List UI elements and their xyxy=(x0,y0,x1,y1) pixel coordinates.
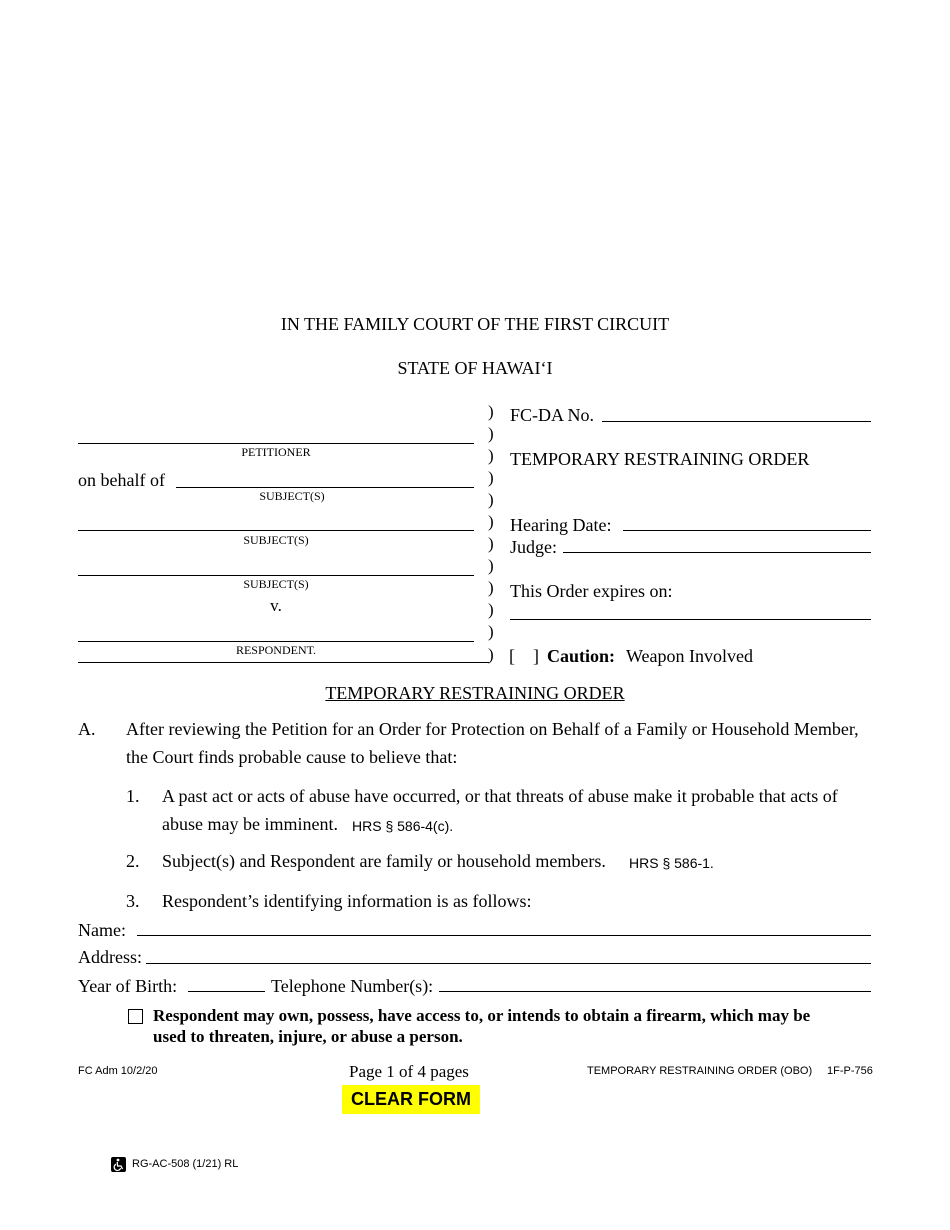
caption-doc-title: TEMPORARY RESTRAINING ORDER xyxy=(510,449,810,469)
petitioner-field[interactable] xyxy=(78,443,474,444)
item-1-citation: HRS § 586-4(c). xyxy=(352,818,454,834)
item-3-number: 3. xyxy=(126,891,140,911)
item-3-text: Respondent’s identifying information is as follows: xyxy=(162,891,532,911)
item-2-number: 2. xyxy=(126,851,140,871)
section-a-line-1: After reviewing the Petition for an Order for Protection on Behalf of a Family or Household Member, xyxy=(126,719,859,739)
item-1-line-2: abuse may be imminent. xyxy=(162,814,338,834)
hearing-date-label: Hearing Date: xyxy=(510,515,612,535)
item-2-citation: HRS § 586-1. xyxy=(629,855,714,871)
page-info: Page 1 of 4 pages xyxy=(349,1062,469,1081)
caution-text: Weapon Involved xyxy=(626,646,754,666)
expires-field[interactable] xyxy=(510,619,871,620)
clear-form-button[interactable]: CLEAR FORM xyxy=(342,1085,480,1114)
state-name: STATE OF HAWAI‘I xyxy=(397,358,553,378)
case-number-label: FC-DA No. xyxy=(510,405,595,425)
caption-paren: ) xyxy=(488,578,494,597)
versus: v. xyxy=(270,596,282,615)
subject-label-3: SUBJECT(S) xyxy=(243,577,309,591)
hearing-date-field[interactable] xyxy=(623,530,871,531)
case-number-field[interactable] xyxy=(602,421,871,422)
firearm-line-1: Respondent may own, possess, have access to, or intends to obtain a firearm, which may be xyxy=(153,1006,811,1025)
address-label: Address: xyxy=(78,947,142,967)
form-number: 1F-P-756 xyxy=(827,1065,873,1077)
judge-field[interactable] xyxy=(563,552,871,553)
subject-field-1[interactable] xyxy=(176,487,474,488)
subject-label-1: SUBJECT(S) xyxy=(259,489,325,503)
caption-paren: ) xyxy=(488,512,494,531)
form-date: FC Adm 10/2/20 xyxy=(78,1065,158,1077)
telephone-field[interactable] xyxy=(439,991,871,992)
on-behalf-of-label: on behalf of xyxy=(78,470,165,490)
caption-paren: ) xyxy=(488,424,494,443)
respondent-field[interactable] xyxy=(78,641,474,642)
caption-paren: ) xyxy=(488,556,494,575)
caution-checkbox[interactable]: [ ] xyxy=(509,646,539,666)
form-title: TEMPORARY RESTRAINING ORDER (OBO) xyxy=(587,1065,813,1077)
year-of-birth-field[interactable] xyxy=(188,991,265,992)
respondent-label: RESPONDENT. xyxy=(235,643,317,657)
caption-paren: ) xyxy=(488,645,494,664)
caption-paren: ) xyxy=(488,600,494,619)
subject-field-2[interactable] xyxy=(78,530,474,531)
expires-label: This Order expires on: xyxy=(510,581,673,601)
caption-paren: ) xyxy=(488,402,494,421)
item-1-line-1: A past act or acts of abuse have occurred, or that threats of abuse make it probable that acts of xyxy=(162,786,838,806)
year-of-birth-label: Year of Birth: xyxy=(78,976,178,996)
respondent-bottom-rule xyxy=(78,662,489,663)
section-a-line-2: the Court finds probable cause to believe that: xyxy=(126,747,458,767)
caption-paren: ) xyxy=(488,446,494,465)
name-label: Name: xyxy=(78,920,126,940)
caption-paren: ) xyxy=(488,622,494,641)
name-field[interactable] xyxy=(137,935,871,936)
caption-paren: ) xyxy=(488,490,494,509)
caption-paren: ) xyxy=(488,534,494,553)
judge-label: Judge: xyxy=(510,537,557,557)
petitioner-label: PETITIONER xyxy=(241,445,311,459)
court-name: IN THE FAMILY COURT OF THE FIRST CIRCUIT xyxy=(280,314,670,334)
section-title: TEMPORARY RESTRAINING ORDER xyxy=(325,683,625,703)
subject-field-3[interactable] xyxy=(78,575,474,576)
section-a-letter: A. xyxy=(78,719,96,739)
caption-paren: ) xyxy=(488,468,494,487)
firearm-checkbox[interactable] xyxy=(128,1009,143,1024)
subject-label-2: SUBJECT(S) xyxy=(243,533,309,547)
item-1-number: 1. xyxy=(126,786,140,806)
item-2-text: Subject(s) and Respondent are family or household members. xyxy=(162,851,606,871)
caution-label: Caution: xyxy=(547,646,616,666)
telephone-label: Telephone Number(s): xyxy=(271,976,434,996)
address-field[interactable] xyxy=(146,963,871,964)
accessibility-icon xyxy=(111,1157,126,1172)
firearm-line-2: used to threaten, injure, or abuse a person. xyxy=(153,1027,463,1046)
accessibility-code: RG-AC-508 (1/21) RL xyxy=(132,1158,239,1170)
